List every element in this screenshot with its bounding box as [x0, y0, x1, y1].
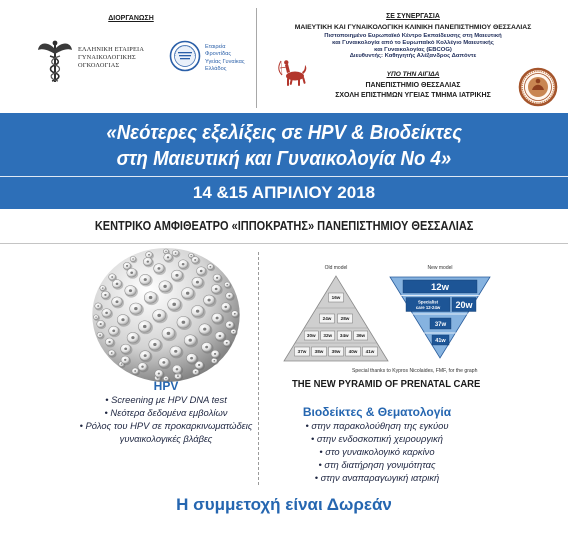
- school-name: ΣΧΟΛΗ ΕΠΙΣΤΗΜΩΝ ΥΓΕΙΑΣ ΤΜΗΜΑ ΙΑΤΡΙΚΗΣ: [335, 92, 491, 99]
- capsomer-hole: [158, 372, 160, 374]
- section-divider: [0, 243, 568, 244]
- biomarker-topic: • στην παρακολούθηση της εγκύου: [305, 420, 449, 431]
- capsomer-hole: [104, 294, 106, 296]
- org1-line: ΟΓΚΟΛΟΓΙΑΣ: [78, 62, 120, 69]
- new-model-label-37w: 37w: [434, 322, 447, 328]
- visit-label: 41w: [365, 349, 375, 355]
- hpv-topics: [40, 393, 292, 445]
- capsomer-hole: [176, 368, 179, 370]
- event-dates: 14 &15 ΑΠΡΙΛΙΟΥ 2018: [192, 183, 376, 202]
- org1-line: ΕΛΛΗΝΙΚΗ ΕΤΑΙΡΕΙΑ: [78, 46, 145, 53]
- capsomer-hole: [215, 288, 218, 290]
- capsomer-hole: [208, 299, 211, 302]
- auspices-heading: ΥΠΟ ΤΗΝ ΑΙΓΙΔΑ: [386, 71, 440, 78]
- capsomer-hole: [234, 313, 236, 315]
- capsomer-hole: [209, 266, 211, 268]
- title-line-1-text: «Νεότερες εξελίξεις σε HPV & Βιοδείκτες: [106, 122, 462, 144]
- capsomer-hole: [153, 343, 156, 346]
- diagram-caption: [262, 379, 510, 391]
- org2-line: Φροντίδας: [205, 51, 232, 58]
- visit-label: 34w: [339, 333, 349, 339]
- capsomer-hole: [190, 255, 191, 256]
- biomarker-topic: • στην αναπαραγωγική ιατρική: [314, 472, 440, 483]
- winged-caduceus-logo-icon: [36, 38, 74, 84]
- banner-divider: [0, 176, 568, 177]
- capsomer-hole: [126, 265, 128, 267]
- capsomer-hole: [175, 274, 178, 277]
- capsomer-hole: [205, 346, 208, 349]
- capsomer-hole: [216, 277, 218, 279]
- capsomer-hole: [219, 335, 222, 337]
- visit-label: 24w: [322, 316, 332, 322]
- society-seal-icon: [169, 40, 201, 72]
- new-model-label-41w: 41w: [435, 338, 446, 344]
- capsomer-hole: [226, 284, 228, 286]
- capsomer-hole: [203, 328, 206, 331]
- capsomer-hole: [111, 276, 113, 278]
- biomarker-topic: • στη διατήρηση γονιμότητας: [318, 459, 436, 470]
- capsomer-hole: [144, 354, 147, 357]
- free-participation-note: Η συμμετοχή είναι Δωρεάν: [176, 495, 392, 514]
- capsomer-hole: [189, 339, 192, 342]
- clinic-detail-line: και Γυναικολογία από το Ευρωπαϊκό Κολλέγιο Μαιευτικής: [332, 39, 494, 46]
- specialist-care-line: care 12-24w: [415, 305, 441, 310]
- capsomer-hole: [157, 267, 160, 270]
- visit-label: 36w: [356, 333, 366, 339]
- prenatal-care-pyramid-diagram: [262, 258, 512, 378]
- capsomer-hole: [216, 317, 219, 320]
- capsomer-hole: [172, 303, 176, 306]
- capsomer-hole: [108, 341, 110, 343]
- collaboration-block: [258, 12, 568, 21]
- capsomer-hole: [97, 305, 99, 307]
- hpv-topic: • Screening με HPV DNA test: [105, 394, 227, 405]
- old-model-label: Old model: [324, 265, 348, 271]
- org1-name: [78, 46, 144, 70]
- clinic-detail-line: Διευθυντής: Καθηγητής Αλέξανδρος Δαπόντε: [349, 53, 477, 60]
- capsomer-hole: [147, 260, 150, 262]
- organizers-block: [0, 14, 262, 23]
- collaboration-heading: ΣΕ ΣΥΝΕΡΓΑΣΙΑ: [386, 13, 440, 20]
- new-model-label-20w: 20w: [455, 300, 473, 310]
- capsomer-hole: [112, 330, 115, 333]
- capsomer-hole: [131, 336, 134, 339]
- title-banner: [0, 113, 568, 209]
- capsomer-hole: [99, 334, 101, 336]
- visit-label: 38w: [314, 349, 324, 355]
- new-model-label: New model: [427, 265, 453, 271]
- capsomer-hole: [167, 256, 169, 258]
- capsomer-hole: [115, 300, 118, 303]
- clinic-name: ΜΑΙΕΥΤΙΚΗ ΚΑΙ ΓΥΝΑΙΚΟΛΟΓΙΚΗ ΚΛΙΝΙΚΗ ΠΑΝΕΠΙΣΤΗΜΙΟΥ ΘΕΣΣΑΛΙΑΣ: [294, 24, 532, 31]
- hpv-topic: γυναικολογικές βλάβες: [119, 433, 213, 444]
- clinic-details: [258, 33, 568, 60]
- clinic-detail-line: και Γυναικολογίας (EBCOG): [374, 46, 452, 53]
- university-name: ΠΑΝΕΠΙΣΤΗΜΙΟ ΘΕΣΣΑΛΙΑΣ: [365, 82, 461, 89]
- capsomer-hole: [105, 312, 108, 314]
- header-divider: [256, 8, 257, 108]
- capsomer-hole: [228, 295, 230, 297]
- visit-label: 37w: [297, 349, 307, 355]
- capsomer-hole: [226, 342, 228, 344]
- hpv-topic: • Νεότερα δεδομένα εμβολίων: [104, 407, 228, 418]
- capsomer-hole: [196, 310, 199, 313]
- organizers-heading: ΔΙΟΡΓΑΝΩΣΗ: [108, 15, 154, 22]
- capsomer-hole: [194, 259, 196, 261]
- org2-name: [205, 44, 245, 74]
- capsomer-hole: [134, 307, 137, 310]
- capsomer-hole: [186, 292, 189, 295]
- capsomer-hole: [143, 325, 147, 328]
- org1-line: ΓΥΝΑΙΚΟΛΟΓΙΚΗΣ: [78, 54, 136, 61]
- hpv-capsid-icon: [86, 246, 246, 384]
- capsomer-hole: [233, 331, 235, 332]
- capsomer-hole: [148, 254, 150, 256]
- visit-label: 28w: [340, 316, 350, 322]
- biomarkers-heading: Βιοδείκτες & Θεματολογία: [302, 405, 452, 419]
- capsomer-hole: [130, 271, 133, 273]
- capsomer-hole: [182, 321, 186, 324]
- capsomer-hole: [214, 353, 216, 355]
- capsomer-hole: [121, 363, 123, 364]
- capsomer-hole: [174, 350, 177, 353]
- capsomer-hole: [124, 359, 126, 361]
- capsomer-hole: [200, 270, 203, 272]
- capsomer-hole: [182, 263, 185, 265]
- capsomer-hole: [195, 371, 197, 373]
- title-line-1: [0, 121, 568, 145]
- capsomer-hole: [102, 287, 104, 288]
- capsomer-hole: [167, 332, 171, 335]
- capsomer-hole: [177, 375, 179, 377]
- capsomer-hole: [100, 323, 102, 325]
- specialist-care-line: Specialist: [417, 299, 439, 305]
- capsomer-hole: [175, 252, 177, 254]
- title-line-2: [0, 147, 568, 171]
- biomarkers-topics: [266, 419, 488, 484]
- capsomer-hole: [132, 258, 134, 259]
- visit-label: 32w: [323, 333, 333, 339]
- capsomer-hole: [134, 370, 136, 372]
- hpv-heading: HPV: [153, 379, 179, 393]
- visit-label: 30w: [306, 333, 316, 339]
- capsomer-hole: [149, 296, 153, 299]
- capsomer-hole: [224, 306, 227, 308]
- capsomer-hole: [129, 289, 132, 292]
- venue-text: ΚΕΝΤΡΙΚΟ ΑΜΦΙΘΕΑΤΡΟ «ΙΠΠΟΚΡΑΤΗΣ» ΠΑΝΕΠΙΣΤΗΜΙΟΥ ΘΕΣΣΑΛΙΑΣ: [94, 219, 474, 233]
- visit-label: 40w: [348, 349, 358, 355]
- capsomer-hole: [124, 347, 127, 350]
- capsomer-hole: [229, 324, 231, 326]
- capsomer-hole: [121, 318, 124, 321]
- capsomer-hole: [190, 357, 193, 360]
- biomarker-topic: • στο γυναικολογικό καρκίνο: [319, 446, 435, 457]
- capsomer-hole: [111, 352, 113, 354]
- visit-label: 16w: [331, 295, 341, 301]
- capsomer-hole: [144, 278, 147, 281]
- capsomer-hole: [95, 316, 96, 317]
- new-model-label-12w: 12w: [431, 282, 449, 293]
- capsomer-hole: [196, 281, 199, 284]
- capsomer-hole: [163, 285, 166, 288]
- hpv-topic: • Ρόλος του HPV σε προκαρκινωματώδεις: [79, 420, 253, 431]
- university-seal-icon: [518, 67, 558, 107]
- org2-line: Υγείας Γυναίκας: [205, 58, 245, 65]
- capsomer-hole: [141, 366, 144, 368]
- venue: [0, 218, 568, 234]
- diagram-caption-text: THE NEW PYRAMID OF PRENATAL CARE: [291, 379, 481, 390]
- capsomer-hole: [162, 361, 165, 364]
- diagram-credit: Special thanks to Kypros Nicolaides, FMF, for the graph: [352, 368, 478, 374]
- capsomer-hole: [198, 364, 200, 366]
- biomarker-topic: • στην ενδοσκοπική χειρουργική: [310, 433, 444, 444]
- capsomer-hole: [213, 360, 215, 362]
- org2-line: Εταιρεία: [205, 44, 226, 50]
- title-line-2-text: στη Μαιευτική και Γυναικολογία Νο 4»: [116, 148, 452, 170]
- capsomer-hole: [116, 283, 119, 285]
- org2-line: Ελλάδος: [205, 66, 227, 73]
- column-divider: [258, 252, 259, 485]
- visit-label: 39w: [331, 349, 341, 355]
- capsomer-hole: [157, 314, 161, 317]
- clinic-detail-line: Πιστοποιημένο Ευρωπαϊκό Κέντρο Εκπαίδευσης στη Μαιευτική: [324, 33, 502, 39]
- capsomer-hole: [165, 251, 166, 252]
